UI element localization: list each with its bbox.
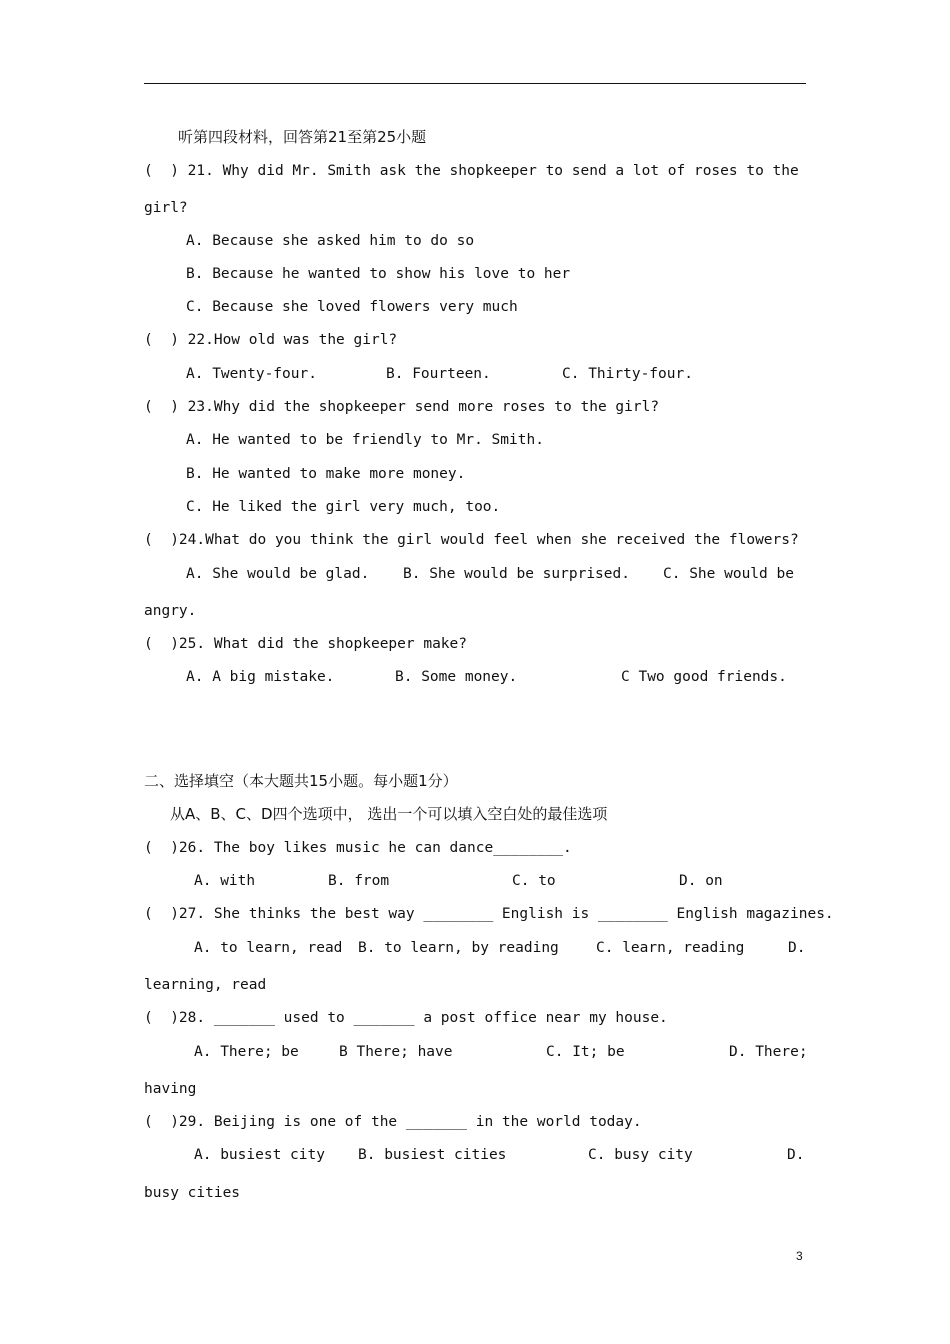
- q22-option-c: C. Thirty-four.: [562, 366, 693, 382]
- q29-option-b: B. busiest cities: [358, 1147, 507, 1163]
- q26-option-c: C. to: [512, 873, 556, 889]
- q25-option-c: C Two good friends.: [621, 669, 787, 685]
- q22-option-b: B. Fourteen.: [386, 366, 491, 382]
- q28-stem: ( )28. _______ used to _______ a post office near my house.: [144, 1010, 668, 1026]
- q27-option-c: C. learn, reading: [596, 940, 745, 956]
- q28-option-c: C. It; be: [546, 1044, 625, 1060]
- q23-option-a: A. He wanted to be friendly to Mr. Smith.: [186, 432, 544, 448]
- q24-option-c: C. She would be: [663, 566, 794, 582]
- q24-option-a: A. She would be glad.: [186, 566, 370, 582]
- listening-instruction: 听第四段材料，回答第21至第25小题: [178, 128, 427, 146]
- q28-option-d-cont: having: [144, 1081, 197, 1097]
- q29-option-c: C. busy city: [588, 1147, 693, 1163]
- q21-stem: ( ) 21. Why did Mr. Smith ask the shopkeeper to send a lot of roses to the: [144, 163, 799, 179]
- q26-option-b: B. from: [328, 873, 390, 889]
- q26-stem: ( )26. The boy likes music he can dance________.: [144, 840, 572, 856]
- q29-option-d: D.: [787, 1147, 805, 1163]
- q24-option-b: B. She would be surprised.: [403, 566, 630, 582]
- grammar-heading: 二、选择填空（本大题共15小题。每小题1分）: [144, 772, 458, 790]
- q28-option-b: B There; have: [339, 1044, 453, 1060]
- q27-option-d-cont: learning, read: [144, 977, 267, 993]
- q23-option-b: B. He wanted to make more money.: [186, 466, 466, 482]
- q21-option-c: C. Because she loved flowers very much: [186, 299, 518, 315]
- q27-option-b: B. to learn, by reading: [358, 940, 559, 956]
- q27-stem: ( )27. She thinks the best way ________ English is ________ English magazines.: [144, 906, 834, 922]
- q29-stem: ( )29. Beijing is one of the _______ in the world today.: [144, 1114, 642, 1130]
- q28-option-d: D. There;: [729, 1044, 808, 1060]
- page-number: 3: [796, 1249, 803, 1263]
- grammar-instruction: 从A、B、C、D四个选项中， 选出一个可以填入空白处的最佳选项: [170, 805, 608, 823]
- q27-option-d: D.: [788, 940, 806, 956]
- q25-stem: ( )25. What did the shopkeeper make?: [144, 636, 468, 652]
- q23-stem: ( ) 23.Why did the shopkeeper send more roses to the girl?: [144, 399, 660, 415]
- q22-option-a: A. Twenty-four.: [186, 366, 317, 382]
- q24-stem: ( )24.What do you think the girl would feel when she received the flowers?: [144, 532, 799, 548]
- q26-option-a: A. with: [194, 873, 256, 889]
- q25-option-a: A. A big mistake.: [186, 669, 335, 685]
- q26-option-d: D. on: [679, 873, 723, 889]
- q21-stem-cont: girl?: [144, 200, 188, 216]
- q29-option-d-cont: busy cities: [144, 1185, 241, 1201]
- q21-option-b: B. Because he wanted to show his love to her: [186, 266, 571, 282]
- q27-option-a: A. to learn, read: [194, 940, 343, 956]
- q21-option-a: A. Because she asked him to do so: [186, 233, 475, 249]
- q28-option-a: A. There; be: [194, 1044, 299, 1060]
- q23-option-c: C. He liked the girl very much, too.: [186, 499, 501, 515]
- header-rule: [144, 83, 806, 84]
- q22-stem: ( ) 22.How old was the girl?: [144, 332, 398, 348]
- q29-option-a: A. busiest city: [194, 1147, 325, 1163]
- q24-option-c-cont: angry.: [144, 603, 197, 619]
- q25-option-b: B. Some money.: [395, 669, 518, 685]
